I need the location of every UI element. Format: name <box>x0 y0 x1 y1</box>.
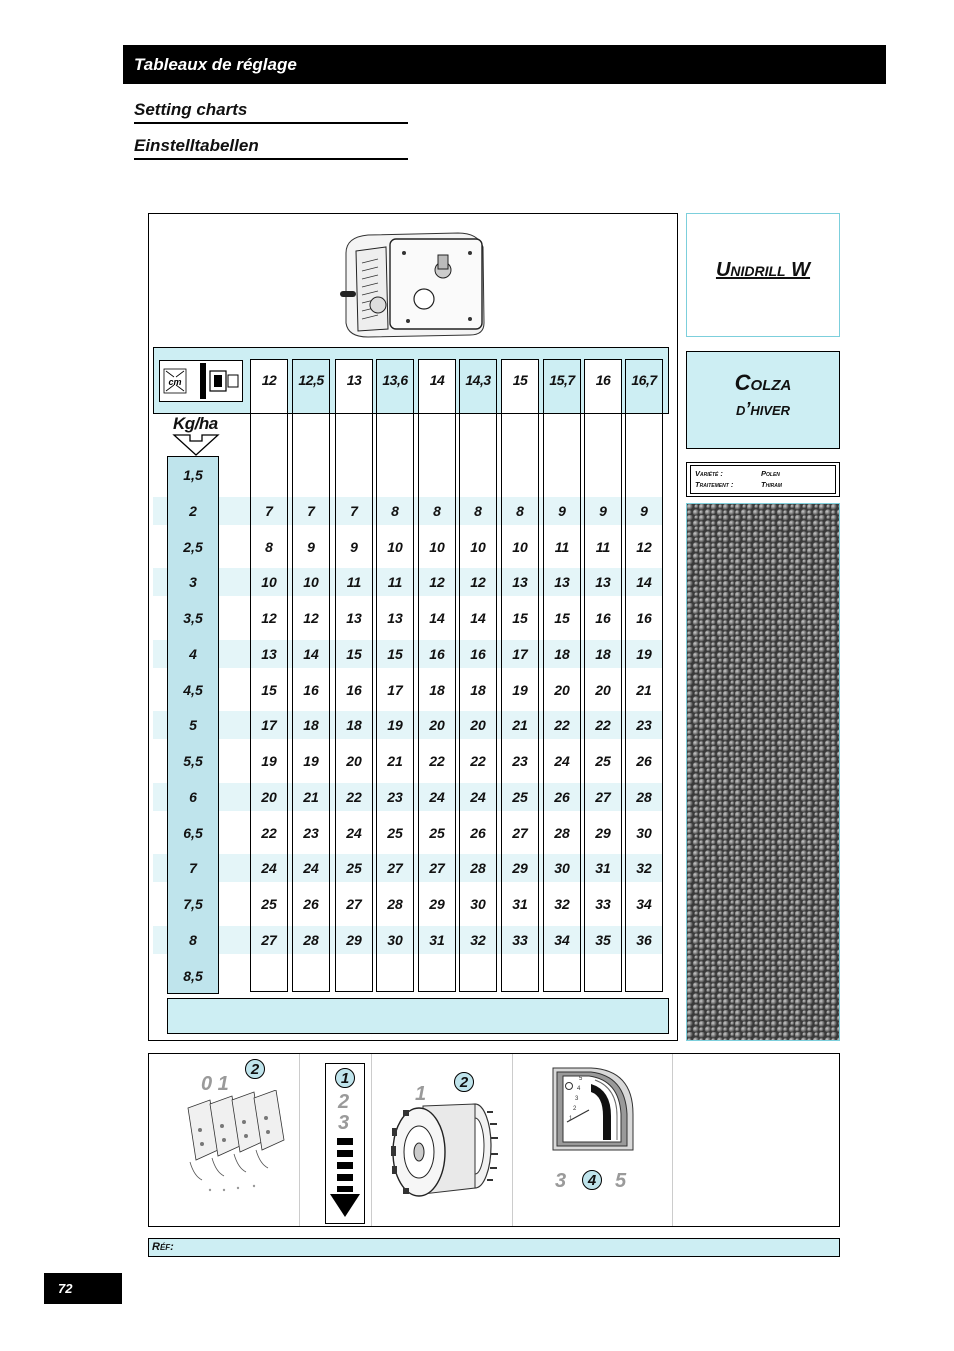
table-cell: 13 <box>261 646 277 662</box>
table-cell: 12 <box>636 539 652 555</box>
table-cell: 30 <box>636 825 652 841</box>
table-cell <box>458 964 498 988</box>
table-cell: 29 <box>595 825 611 841</box>
table-cell: 11 <box>387 574 403 590</box>
table-cell <box>500 463 540 487</box>
reference-label: Réf: <box>152 1241 174 1253</box>
table-cell: 24 <box>303 860 319 876</box>
table-cell: 19 <box>636 646 652 662</box>
variety-label: Variété : <box>695 469 723 478</box>
reference-field <box>148 1238 840 1257</box>
table-cell: 19 <box>387 717 403 733</box>
table-cell: 25 <box>512 789 528 805</box>
dial-option-3: 3 <box>555 1170 567 1192</box>
table-cell: 13 <box>554 574 570 590</box>
table-cell <box>583 463 623 487</box>
table-cell: 25 <box>595 753 611 769</box>
table-cell <box>542 463 582 487</box>
table-cell: 29 <box>346 932 362 948</box>
table-cell: 25 <box>429 825 445 841</box>
table-cell: 24 <box>346 825 362 841</box>
table-cell: 19 <box>261 753 277 769</box>
table-cell: 20 <box>554 682 570 698</box>
table-cell: 14 <box>470 610 486 626</box>
table-cell <box>249 463 289 487</box>
table-cell: 15 <box>346 646 362 662</box>
table-cell: 28 <box>636 789 652 805</box>
table-cell: 36 <box>636 932 652 948</box>
table-cell <box>291 964 331 988</box>
table-cell <box>500 964 540 988</box>
divider <box>672 1054 673 1226</box>
table-cell: 12 <box>261 610 277 626</box>
rate-value: 3 <box>189 574 197 590</box>
table-cell: 14 <box>429 610 445 626</box>
table-cell: 22 <box>470 753 486 769</box>
table-cell: 28 <box>554 825 570 841</box>
column-header: 14,3 <box>460 360 496 413</box>
rate-value: 3,5 <box>183 610 203 626</box>
table-cell: 17 <box>387 682 403 698</box>
table-cell: 8 <box>433 503 441 519</box>
table-cell: 18 <box>303 717 319 733</box>
sprocket-icon <box>383 1098 505 1202</box>
dial-tick-2: 2 <box>573 1106 577 1112</box>
rate-value: 5,5 <box>183 753 203 769</box>
table-cell: 20 <box>470 717 486 733</box>
table-cell: 20 <box>429 717 445 733</box>
page-number: 72 <box>44 1273 122 1304</box>
table-cell: 8 <box>265 539 273 555</box>
table-cell: 30 <box>387 932 403 948</box>
table-cell: 11 <box>346 574 362 590</box>
table-cell: 9 <box>599 503 607 519</box>
table-cell: 16 <box>346 682 362 698</box>
table-cell <box>624 463 664 487</box>
table-cell: 14 <box>303 646 319 662</box>
table-cell: 13 <box>595 574 611 590</box>
table-cell: 7 <box>307 503 315 519</box>
table-cell: 34 <box>636 896 652 912</box>
rate-value: 8 <box>189 932 197 948</box>
column-header: 13,6 <box>377 360 413 413</box>
table-cell: 25 <box>387 825 403 841</box>
dial-tick-1: 1 <box>569 1116 573 1122</box>
table-cell: 35 <box>595 932 611 948</box>
table-cell: 14 <box>636 574 652 590</box>
table-cell: 13 <box>512 574 528 590</box>
table-cell <box>624 964 664 988</box>
table-cell: 30 <box>470 896 486 912</box>
table-cell: 15 <box>261 682 277 698</box>
table-cell: 26 <box>636 753 652 769</box>
table-cell: 16 <box>636 610 652 626</box>
variety-value: Polen <box>761 469 780 478</box>
table-cell: 24 <box>429 789 445 805</box>
table-cell <box>542 964 582 988</box>
column-header: 16 <box>585 360 621 413</box>
table-cell: 29 <box>429 896 445 912</box>
table-cell: 29 <box>512 860 528 876</box>
rate-value: 6 <box>189 789 197 805</box>
table-cell <box>334 964 374 988</box>
column-header: 14 <box>419 360 455 413</box>
table-cell: 11 <box>554 539 570 555</box>
speed-option-2: 2 <box>338 1091 350 1113</box>
table-cell: 10 <box>470 539 486 555</box>
table-cell: 7 <box>265 503 273 519</box>
divider <box>299 1054 300 1226</box>
table-cell: 18 <box>470 682 486 698</box>
table-cell: 33 <box>595 896 611 912</box>
setting-options: 0 1 <box>201 1073 229 1095</box>
table-cell: 26 <box>303 896 319 912</box>
dial-gauge-icon <box>551 1066 635 1152</box>
table-cell <box>375 463 415 487</box>
table-cell: 31 <box>429 932 445 948</box>
table-cell: 27 <box>595 789 611 805</box>
rate-value: 5 <box>189 717 197 733</box>
table-cell: 34 <box>554 932 570 948</box>
table-cell: 13 <box>387 610 403 626</box>
table-cell: 16 <box>470 646 486 662</box>
table-cell: 8 <box>391 503 399 519</box>
table-cell: 20 <box>261 789 277 805</box>
subtitle-english: Setting charts <box>134 100 408 124</box>
seed-photo <box>686 503 840 1041</box>
seed-spacing-icon <box>159 360 243 402</box>
rate-value: 2 <box>189 503 197 519</box>
table-cell <box>249 964 289 988</box>
table-cell <box>417 463 457 487</box>
table-cell: 8 <box>474 503 482 519</box>
table-cell: 26 <box>554 789 570 805</box>
table-cell: 24 <box>470 789 486 805</box>
table-cell <box>583 964 623 988</box>
table-cell: 27 <box>387 860 403 876</box>
table-cell: 20 <box>595 682 611 698</box>
table-cell: 26 <box>470 825 486 841</box>
rate-value: 2,5 <box>183 539 203 555</box>
column-header: 15,7 <box>544 360 580 413</box>
table-cell: 10 <box>429 539 445 555</box>
table-cell: 15 <box>554 610 570 626</box>
rate-value: 7 <box>189 860 197 876</box>
table-cell: 22 <box>554 717 570 733</box>
down-arrow-icon <box>168 433 224 457</box>
table-cell: 17 <box>261 717 277 733</box>
divider <box>371 1054 372 1226</box>
selected-setting-badge: 2 <box>245 1059 265 1079</box>
crop-type: d’hiver <box>735 399 791 419</box>
table-cell: 32 <box>470 932 486 948</box>
table-cell: 25 <box>346 860 362 876</box>
section-title: Tableaux de réglage <box>123 45 886 84</box>
speed-option-3: 3 <box>338 1112 350 1134</box>
table-cell: 23 <box>636 717 652 733</box>
dial-option-5: 5 <box>615 1170 627 1192</box>
table-cell: 27 <box>512 825 528 841</box>
table-cell: 12 <box>303 610 319 626</box>
table-cell: 30 <box>554 860 570 876</box>
selected-gear-badge: 2 <box>454 1072 474 1092</box>
table-cell: 31 <box>512 896 528 912</box>
table-cell: 18 <box>595 646 611 662</box>
table-cell: 8 <box>516 503 524 519</box>
table-cell: 9 <box>350 539 358 555</box>
table-cell: 21 <box>387 753 403 769</box>
table-cell: 22 <box>429 753 445 769</box>
table-cell: 22 <box>595 717 611 733</box>
selected-speed-badge: 1 <box>335 1068 355 1088</box>
unit-label: Kg/ha <box>173 414 218 433</box>
column-header: 16,7 <box>626 360 662 413</box>
table-cell: 9 <box>558 503 566 519</box>
table-cell: 15 <box>512 610 528 626</box>
table-cell: 24 <box>554 753 570 769</box>
table-cell: 27 <box>429 860 445 876</box>
treatment-label: Traitement : <box>695 480 734 489</box>
table-cell: 20 <box>346 753 362 769</box>
table-cell <box>417 964 457 988</box>
metering-unit-icon <box>338 223 488 341</box>
table-cell <box>458 463 498 487</box>
table-cell: 16 <box>595 610 611 626</box>
table-cell: 22 <box>261 825 277 841</box>
rate-value: 7,5 <box>183 896 203 912</box>
table-cell: 18 <box>346 717 362 733</box>
table-cell: 33 <box>512 932 528 948</box>
rate-value: 4 <box>189 646 197 662</box>
dial-tick-4: 4 <box>577 1086 581 1092</box>
table-cell: 16 <box>429 646 445 662</box>
column-header: 12,5 <box>293 360 329 413</box>
table-cell: 12 <box>429 574 445 590</box>
table-cell: 22 <box>346 789 362 805</box>
table-cell: 7 <box>350 503 358 519</box>
dial-tick-5: 5 <box>579 1076 583 1082</box>
table-cell: 16 <box>303 682 319 698</box>
table-cell: 11 <box>595 539 611 555</box>
table-cell: 10 <box>261 574 277 590</box>
svg-text:cm: cm <box>168 377 182 387</box>
table-cell: 28 <box>387 896 403 912</box>
table-cell: 21 <box>636 682 652 698</box>
table-cell: 23 <box>303 825 319 841</box>
table-cell: 9 <box>307 539 315 555</box>
table-cell: 17 <box>512 646 528 662</box>
down-arrow-bars-icon <box>328 1138 362 1220</box>
table-cell: 18 <box>554 646 570 662</box>
table-cell: 19 <box>512 682 528 698</box>
treatment-value: Thiram <box>761 480 782 489</box>
table-cell: 28 <box>303 932 319 948</box>
subtitle-german: Einstelltabellen <box>134 136 408 160</box>
table-cell: 21 <box>303 789 319 805</box>
column-header: 13 <box>336 360 372 413</box>
dial-tick-3: 3 <box>575 1096 579 1102</box>
column-header: 15 <box>502 360 538 413</box>
divider <box>512 1054 513 1226</box>
table-cell: 24 <box>261 860 277 876</box>
rate-value: 8,5 <box>183 968 203 984</box>
column-header: 12 <box>251 360 287 413</box>
machine-name: Unidrill W <box>715 259 811 281</box>
table-cell <box>375 964 415 988</box>
table-cell: 9 <box>640 503 648 519</box>
table-cell: 32 <box>554 896 570 912</box>
table-cell: 21 <box>512 717 528 733</box>
table-cell: 10 <box>512 539 528 555</box>
rate-value: 1,5 <box>183 467 203 483</box>
table-cell: 13 <box>346 610 362 626</box>
crop-name: Colza <box>734 370 792 395</box>
table-cell: 28 <box>470 860 486 876</box>
table-footer-band <box>167 998 669 1034</box>
shutter-slides-icon <box>180 1090 290 1200</box>
table-cell <box>291 463 331 487</box>
table-cell: 18 <box>429 682 445 698</box>
table-cell: 23 <box>512 753 528 769</box>
table-cell: 23 <box>387 789 403 805</box>
table-cell: 10 <box>387 539 403 555</box>
table-cell: 25 <box>261 896 277 912</box>
table-cell: 12 <box>470 574 486 590</box>
table-cell: 19 <box>303 753 319 769</box>
table-cell: 10 <box>303 574 319 590</box>
table-cell: 31 <box>595 860 611 876</box>
rate-value: 4,5 <box>183 682 203 698</box>
selected-dial-badge: 4 <box>582 1170 602 1190</box>
table-cell: 15 <box>387 646 403 662</box>
table-cell: 27 <box>261 932 277 948</box>
table-cell <box>334 463 374 487</box>
rate-value: 6,5 <box>183 825 203 841</box>
table-cell: 27 <box>346 896 362 912</box>
gear-option-1: 1 <box>415 1083 427 1105</box>
table-cell: 32 <box>636 860 652 876</box>
